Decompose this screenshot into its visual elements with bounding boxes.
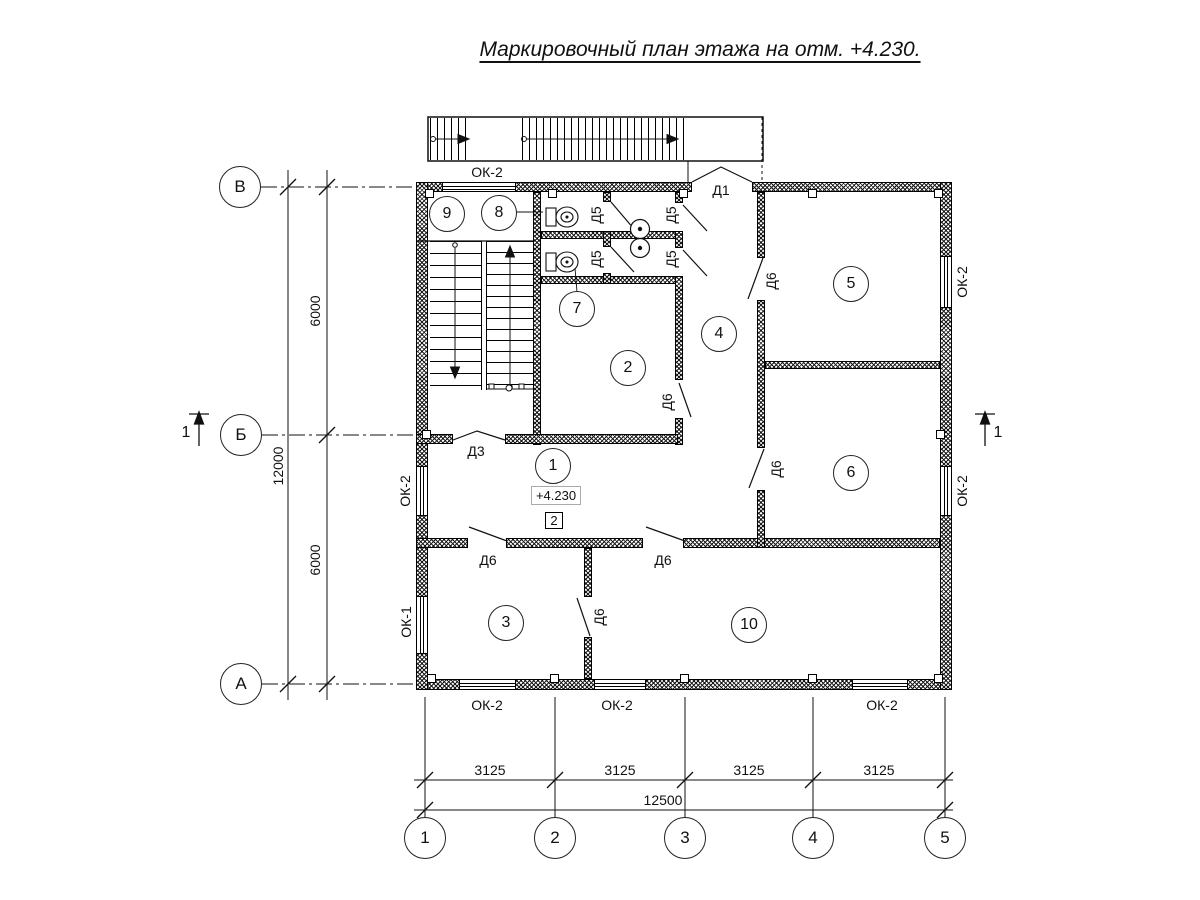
dim-3125: 3125 xyxy=(863,762,895,778)
door-d6-leaf xyxy=(577,598,590,636)
room-circle-3 xyxy=(488,605,524,641)
dim-12000: 12000 xyxy=(270,446,286,486)
door-d6-leaf xyxy=(679,383,691,417)
dimension-lines-bottom xyxy=(414,697,953,818)
window-label-ok2: ОК-2 xyxy=(954,266,970,298)
elevation-value: +4.230 xyxy=(535,488,577,503)
axis-circle-4 xyxy=(792,817,834,859)
door-d3-leaf xyxy=(453,431,505,440)
door-label-d6: Д6 xyxy=(591,608,607,626)
axis-circle-a xyxy=(220,663,262,705)
window-label-ok2: ОК-2 xyxy=(954,475,970,507)
section-label-right: 1 xyxy=(993,424,1003,441)
axis-letter: Б xyxy=(235,425,247,444)
door-label-d5: Д5 xyxy=(663,250,679,268)
axis-number: 4 xyxy=(808,828,818,847)
door-label-d6: Д6 xyxy=(654,552,672,568)
toilet-symbol xyxy=(546,207,578,227)
dim-6000: 6000 xyxy=(307,544,323,576)
door-label-d6: Д6 xyxy=(768,460,784,478)
room-number: 9 xyxy=(442,205,452,222)
floor-number: 2 xyxy=(550,513,558,528)
internal-stair-marks xyxy=(418,241,533,391)
window-label-ok2: ОК-2 xyxy=(601,697,633,713)
room-number: 4 xyxy=(714,325,724,342)
dim-3125: 3125 xyxy=(733,762,765,778)
axis-letter: А xyxy=(235,674,247,693)
axis-circle-5 xyxy=(924,817,966,859)
door-label-d6: Д6 xyxy=(763,272,779,290)
dim-12500: 12500 xyxy=(643,792,683,808)
door-d5-leaf xyxy=(611,202,634,229)
axis-circle-2 xyxy=(534,817,576,859)
floor-number-box xyxy=(545,512,563,529)
door-d6-leaf xyxy=(748,258,763,299)
door-d5-leaf xyxy=(683,205,707,231)
window-label-ok2: ОК-2 xyxy=(866,697,898,713)
window-label-ok1: ОК-1 xyxy=(398,606,414,638)
toilet-symbol xyxy=(546,252,578,272)
axis-number: 2 xyxy=(550,828,560,847)
door-label-d5: Д5 xyxy=(588,206,604,224)
axis-number: 5 xyxy=(940,828,950,847)
door-d6-leaf xyxy=(749,449,764,488)
door-label-d1: Д1 xyxy=(712,182,730,198)
window-label-ok2: ОК-2 xyxy=(471,697,503,713)
riser-symbol xyxy=(631,220,650,258)
room-number: 6 xyxy=(846,464,856,481)
room-circle-6 xyxy=(833,455,869,491)
door-leaves xyxy=(453,164,764,636)
room-number: 7 xyxy=(572,300,582,317)
axis-circle-3 xyxy=(664,817,706,859)
room-circle-9 xyxy=(429,196,465,232)
door-d6-leaf xyxy=(469,527,507,541)
dim-6000: 6000 xyxy=(307,295,323,327)
door-label-d6: Д6 xyxy=(659,393,675,411)
section-mark-right xyxy=(975,412,995,446)
room-circle-10 xyxy=(731,607,767,643)
grid-axis-lines xyxy=(261,187,418,684)
dimension-lines-left xyxy=(280,170,335,700)
room-circle-4 xyxy=(701,316,737,352)
room-number: 10 xyxy=(740,616,758,633)
door-d6-leaf xyxy=(646,527,685,541)
axis-letter: В xyxy=(234,177,246,196)
section-mark-left xyxy=(189,412,209,446)
room-circle-1 xyxy=(535,448,571,484)
section-label-left: 1 xyxy=(181,424,191,441)
dim-3125: 3125 xyxy=(604,762,636,778)
room-number: 2 xyxy=(623,359,633,376)
window-label-ok2: ОК-2 xyxy=(397,475,413,507)
room-number: 1 xyxy=(548,457,558,474)
axis-number: 1 xyxy=(420,828,430,847)
room-circle-7 xyxy=(559,291,595,327)
drawing-title: Маркировочный план этажа на отм. +4.230. xyxy=(479,38,921,61)
axis-number: 3 xyxy=(680,828,690,847)
door-d5-leaf xyxy=(683,250,707,276)
elevation-box xyxy=(531,486,581,505)
room-circle-5 xyxy=(833,266,869,302)
door-d1-leaf xyxy=(692,167,752,182)
room-circle-2 xyxy=(610,350,646,386)
room-number: 5 xyxy=(846,275,856,292)
window-label-ok2: ОК-2 xyxy=(471,164,503,180)
axis-circle-v xyxy=(219,166,261,208)
room-number: 8 xyxy=(494,204,504,221)
axis-circle-b xyxy=(220,414,262,456)
door-label-d5: Д5 xyxy=(588,250,604,268)
axis-circle-1 xyxy=(404,817,446,859)
dim-3125: 3125 xyxy=(474,762,506,778)
door-label-d5: Д5 xyxy=(663,206,679,224)
room-number: 3 xyxy=(501,614,511,631)
room-circle-8 xyxy=(481,195,517,231)
door-label-d6: Д6 xyxy=(479,552,497,568)
door-label-d3: Д3 xyxy=(467,443,485,459)
